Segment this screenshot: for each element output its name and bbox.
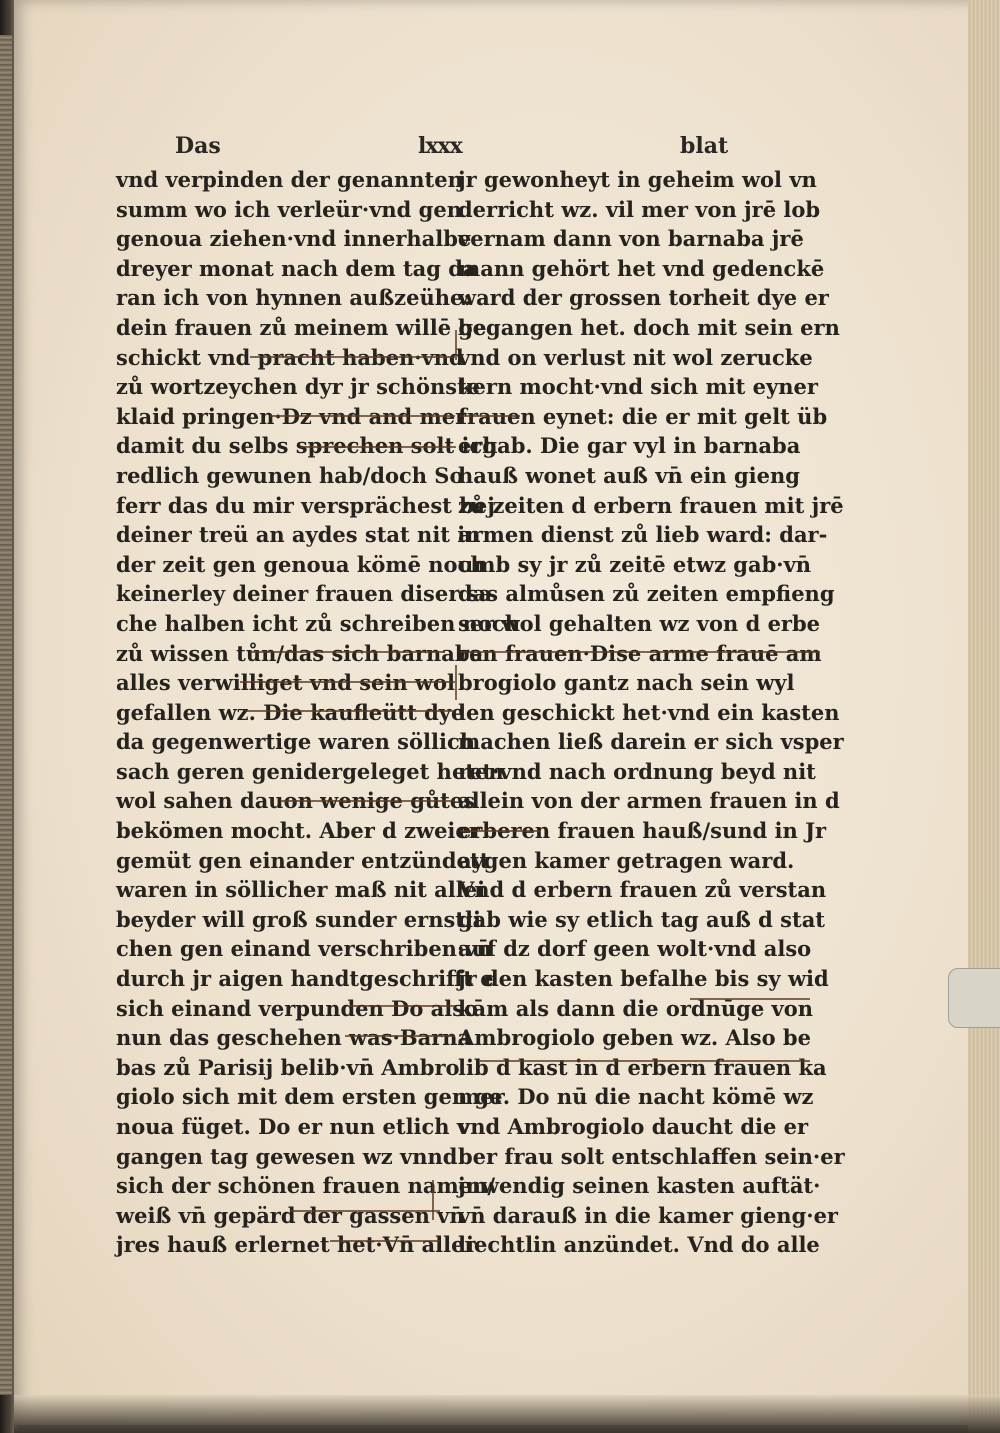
text-line: der zeit gen genoua kömē noch [116,551,486,577]
text-line: armen dienst zů lieb ward: dar- [458,522,828,548]
text-line: chen gen einand verschriben·vn̄ [116,936,492,962]
text-line: nun das geschehen was·Barna [116,1025,472,1051]
annotation-stroke [455,665,457,700]
text-line: das almůsen zů zeiten empfieng [458,581,835,607]
text-line: auf dz dorf geen wolt·vnd also [458,936,812,962]
annotation-underline [480,1060,810,1062]
text-line: gefallen wz. Die kaufleütt dye [116,699,465,725]
text-line: bekömen mocht. Aber d zweier [116,818,480,844]
text-line: weiß vn̄ gepärd der gassen vn̄ [116,1202,465,1228]
text-line: allein von der armen frauen in d [458,788,840,814]
text-line: gangen tag gewesen wz vnnd [116,1143,458,1169]
text-line: keinerley deiner frauen diser sa [116,581,493,607]
text-line: Vnd d erbern frauen zů verstan [458,877,827,903]
folio-number: lxxx [418,133,462,159]
annotation-underline [460,830,540,832]
text-line: da gegenwertige waren söllich [116,729,475,755]
text-line: schickt vnd pracht haben·vnd [116,344,464,370]
text-line: vn̄ darauß in die kamer gieng·er [458,1202,838,1228]
annotation-underline [280,800,455,802]
left-text-column [116,165,520,1260]
text-line: genoua ziehen·vnd innerhalbe [116,226,472,252]
text-line: wol sahen dauon wenige gůtes [116,788,476,814]
text-line: noua füget. Do er nun etlich v [116,1114,470,1139]
text-line: dreyer monat nach dem tag da [116,255,477,281]
text-line: jnwendig seinen kasten auftät· [458,1173,821,1199]
annotation-stroke [432,1180,434,1220]
text-line: ergab. Die gar vyl in barnaba [458,433,801,459]
text-line: che halben icht zů schreiben noch [116,610,520,636]
text-line: ferr das du mir versprächest bej [116,492,495,518]
annotation-underline [270,415,455,417]
page-fore-edge [968,0,1000,1433]
annotation-underline [245,710,455,712]
text-line: kām als dann die ordnūge von [458,995,814,1021]
text-line: len geschickt het·vnd ein kasten [458,699,840,725]
left-page-edge [0,35,12,1395]
text-line: kern mocht·vnd sich mit eyner [458,374,818,400]
text-line: mer. Do nū die nacht kömē wz [458,1084,814,1110]
text-line: aygen kamer getragen ward. [458,847,795,873]
text-line: hauß wonet auß vn̄ ein gieng [458,462,800,488]
text-line: vnd Ambrogiolo daucht die er [458,1114,809,1139]
text-line: gab wie sy etlich tag auß d stat [458,906,825,932]
text-line: sach geren genidergeleget heten [116,758,504,784]
text-line: waren in söllicher maß nit allei [116,877,486,903]
page-clip [948,968,1000,1028]
header-right: blat [680,133,729,159]
text-line: dein frauen zů meinem willē ge [116,314,487,340]
text-line: ret·vnd nach ordnung beyd nit [458,758,816,784]
annotation-underline [300,446,456,448]
annotation-stroke [455,330,457,360]
text-line: jr gewonheyt in geheim wol vn [458,167,817,192]
text-line: ser wol gehalten wz von d erbe [458,610,821,636]
text-line: machen ließ darein er sich vsper [458,729,844,755]
text-line: mann gehört het vnd gedenckē [458,255,825,281]
annotation-underline [350,1005,455,1007]
annotation-underline [460,651,820,653]
text-line: Ambrogiolo geben wz. Also be [458,1025,811,1051]
text-line: ber frau solt entschlaffen sein·er [458,1143,845,1169]
text-line: umb sy jr zů zeitē etwz gab·vn̄ [458,551,812,577]
annotation-underline [460,415,520,417]
text-line: derricht wz. vil mer von jrē lob [458,196,821,222]
text-line: bas zů Parisij belib·vn̄ Ambro [116,1054,460,1080]
text-line: beyder will groß sunder ernstli [116,906,481,932]
text-line: ran ich von hynnen außzeühe: [116,285,472,311]
text-line: summ wo ich verleür·vnd gen [116,196,462,222]
text-line: ward der grossen torheit dye er [458,285,829,311]
annotation-underline [690,998,810,1000]
text-line: alles verwilliget vnd sein wol [116,670,455,696]
text-line: zů zeiten d erbern frauen mit jrē [458,492,844,518]
annotation-underline [250,356,455,358]
header-left: Das [175,133,221,159]
text-line: sich der schönen frauen namen/ [116,1173,495,1199]
text-line: sich einand verpunden Do also [116,995,479,1021]
text-line: redlich gewunen hab/doch So [116,462,464,488]
annotation-underline [330,1240,440,1242]
text-line: jres hauß erlernet het·Vn̄ aller [116,1232,476,1258]
text-line: frauen eynet: die er mit gelt üb [458,403,828,429]
text-line: erberen frauen hauß/sund in Jr [458,818,827,844]
text-line: damit du selbs sprechen solt ich [116,433,498,459]
right-text-column [458,165,845,1260]
bottom-shadow [14,1395,1000,1433]
annotation-underline [240,681,455,683]
text-line: lib d kast in d erbern frauen ka [458,1054,827,1080]
text-line: durch jr aigen handtgeschrifft e [116,966,494,992]
text-line: zů wissen tůn/das sich barnaba [116,640,484,666]
text-line: gemüt gen einander entzündett [116,847,490,873]
text-line: deiner treü an aydes stat nit in [116,522,481,548]
annotation-underline [290,1210,440,1212]
text-line: klaid pringen·Dz vnd and mer [116,403,467,429]
text-line: brogiolo gantz nach sein wyl [458,670,795,696]
annotation-underline [345,1035,455,1037]
text-line: liechtlin anzündet. Vnd do alle [458,1232,820,1258]
text-line: vnd on verlust nit wol zerucke [458,344,813,370]
text-line: ren frauen·Dise arme frauē am [458,640,822,666]
text-line: vernam dann von barnaba jrē [458,226,804,252]
annotation-underline [250,651,445,653]
text-line: zů wortzeychen dyr jr schönste [116,374,481,400]
text-line: begangen het. doch mit sein ern [458,314,840,340]
text-line: jr den kasten befalhe bis sy wid [458,966,829,992]
text-line: giolo sich mit dem ersten gen ge [116,1084,503,1110]
text-line: vnd verpinden der genannten [116,167,463,192]
